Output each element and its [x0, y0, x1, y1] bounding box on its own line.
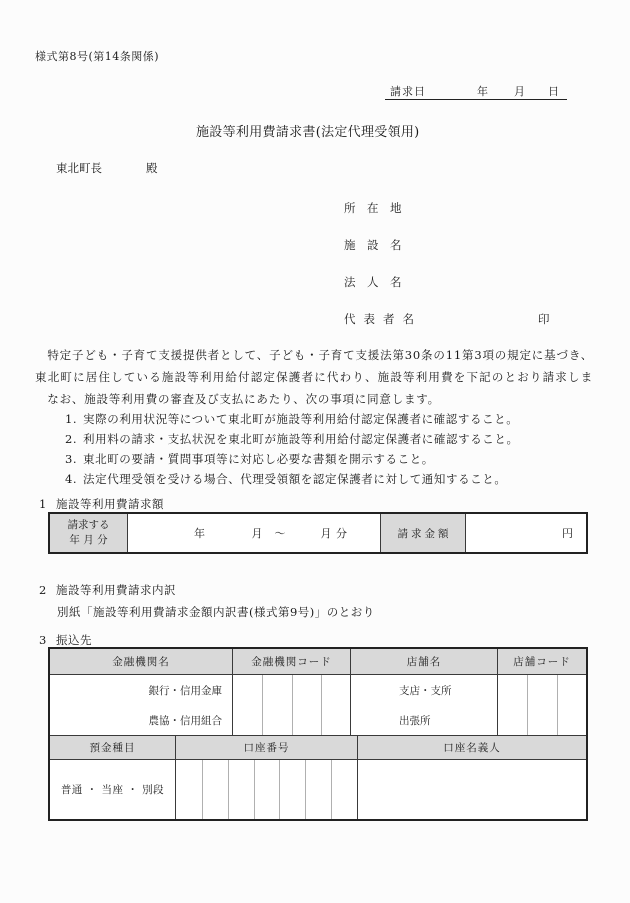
- account-number-boxes: [176, 760, 357, 819]
- digit-box-cell: [279, 760, 305, 819]
- code-box-cell: [321, 675, 350, 735]
- document-title: 施設等利用費請求書(法定代理受領用): [196, 125, 420, 140]
- billing-period-label-line2: 年 月 分: [69, 534, 108, 546]
- consent-item: [65, 449, 519, 469]
- corporation-name-field-label: 法 人 名: [344, 275, 402, 289]
- form-number: 様式第8号(第14条関係): [35, 50, 160, 63]
- financial-institution-code-header: 金融機関コード: [232, 649, 350, 674]
- facility-name-field-label: 施 設 名: [344, 238, 402, 252]
- date-month-label: 月: [514, 85, 525, 98]
- bank-transfer-table: [48, 647, 588, 821]
- account-number-cell: [175, 760, 357, 819]
- consent-items-list: [65, 409, 519, 489]
- section2-attachment-note: 別紙「施設等利用費請求金額内訳書(様式第9号)」のとおり: [57, 605, 375, 619]
- digit-box-cell: [305, 760, 331, 819]
- code-box-cell: [233, 675, 262, 735]
- request-amount-table: [48, 512, 588, 554]
- code-box-cell: [557, 675, 586, 735]
- consent-item-number: 1.: [65, 412, 78, 426]
- branch-name-cell: [350, 675, 497, 735]
- financial-institution-name-header: 金融機関名: [50, 649, 232, 674]
- code-box-cell: [292, 675, 321, 735]
- digit-box-cell: [176, 760, 202, 819]
- section1-number: 1: [39, 497, 47, 511]
- account-holder-header: 口座名義人: [357, 736, 586, 759]
- code-box-cell: [498, 675, 527, 735]
- amount-value-cell: 円: [465, 514, 586, 552]
- consent-item-text: 法定代理受領を受ける場合、代理受領額を認定保護者に対して通知すること。: [83, 472, 507, 486]
- consent-item-number: 2.: [65, 432, 78, 446]
- addressee-name: 東北町長: [56, 161, 102, 175]
- institution-type-bank: 銀行・信用金庫: [148, 685, 222, 697]
- section3-heading: [39, 632, 92, 648]
- request-date-label: 請求日: [390, 85, 426, 98]
- seal-mark-label: 印: [538, 312, 550, 326]
- institution-code-cell: [232, 675, 350, 735]
- amount-header-cell: 請求金額: [380, 514, 465, 552]
- billing-period-label-line1: 請求する: [67, 519, 110, 531]
- section2-title: 施設等利用費請求内訳: [56, 583, 176, 597]
- branch-type-branch: 支店・支所: [399, 685, 452, 697]
- section3-number: 3: [39, 633, 47, 647]
- date-day-label: 日: [548, 85, 559, 98]
- consent-item-text: 利用料の請求・支払状況を東北町が施設等利用給付認定保護者に確認すること。: [83, 432, 519, 446]
- consent-item-text: 東北町の要請・質問事項等に対応し必要な書類を開示すること。: [83, 452, 434, 466]
- addressee-honorific: 殿: [146, 161, 158, 175]
- bank-table-body-row-top: [50, 674, 586, 735]
- branch-code-cell: [497, 675, 586, 735]
- section2-heading: [39, 582, 176, 598]
- consent-item-number: 4.: [65, 472, 78, 486]
- body-paragraph-request: 特定子ども・子育て支援提供者として、子ども・子育て支援法第30条の11第3項の規定に基づき、東北町に居住している施設等利用給付認定保護者に代わり、施設等利用費を下記のとおり請求しま: [35, 348, 593, 384]
- digit-box-cell: [202, 760, 228, 819]
- billing-period-value-cell: 年 月 ～ 月 分: [127, 514, 380, 552]
- consent-item: [65, 469, 519, 489]
- section2-number: 2: [39, 583, 47, 597]
- digit-box-cell: [254, 760, 280, 819]
- body-paragraph-consent: なお、施設等利用費の審査及び支払にあたり、次の事項に同意します。: [35, 392, 440, 406]
- institution-name-cell: [50, 675, 232, 735]
- consent-item-number: 3.: [65, 452, 78, 466]
- digit-box-cell: [228, 760, 254, 819]
- branch-type-suboffice: 出張所: [399, 715, 431, 727]
- representative-name-field-label: 代表者名: [344, 312, 422, 326]
- consent-item-text: 実際の利用状況等について東北町が施設等利用給付認定保護者に確認すること。: [83, 412, 519, 426]
- date-year-label: 年: [477, 85, 488, 98]
- bank-table-header-row-top: [50, 649, 586, 674]
- request-date-line: [385, 82, 567, 100]
- section1-heading: [39, 496, 164, 512]
- code-box-cell: [527, 675, 556, 735]
- consent-item: [65, 409, 519, 429]
- institution-type-coop: 農協・信用組合: [148, 715, 222, 727]
- deposit-type-options-cell: 普通 ・ 当座 ・ 別段: [60, 784, 165, 796]
- branch-code-boxes: [498, 675, 586, 735]
- deposit-type-header: 預金種目: [50, 736, 175, 759]
- section3-title: 振込先: [56, 633, 92, 647]
- bank-table-body-row-bottom: [50, 759, 586, 819]
- code-box-cell: [262, 675, 291, 735]
- branch-code-header: 店舗コード: [497, 649, 586, 674]
- branch-name-header: 店舗名: [350, 649, 497, 674]
- addressee-line: [56, 160, 158, 176]
- digit-box-cell: [331, 760, 357, 819]
- account-number-header: 口座番号: [175, 736, 357, 759]
- section1-title: 施設等利用費請求額: [56, 497, 164, 511]
- billing-period-header-cell: [50, 514, 127, 552]
- institution-code-boxes: [233, 675, 350, 735]
- consent-item: [65, 429, 519, 449]
- account-holder-cell: [357, 760, 586, 819]
- address-field-label: 所 在 地: [344, 201, 402, 215]
- bank-table-header-row-bottom: [50, 735, 586, 759]
